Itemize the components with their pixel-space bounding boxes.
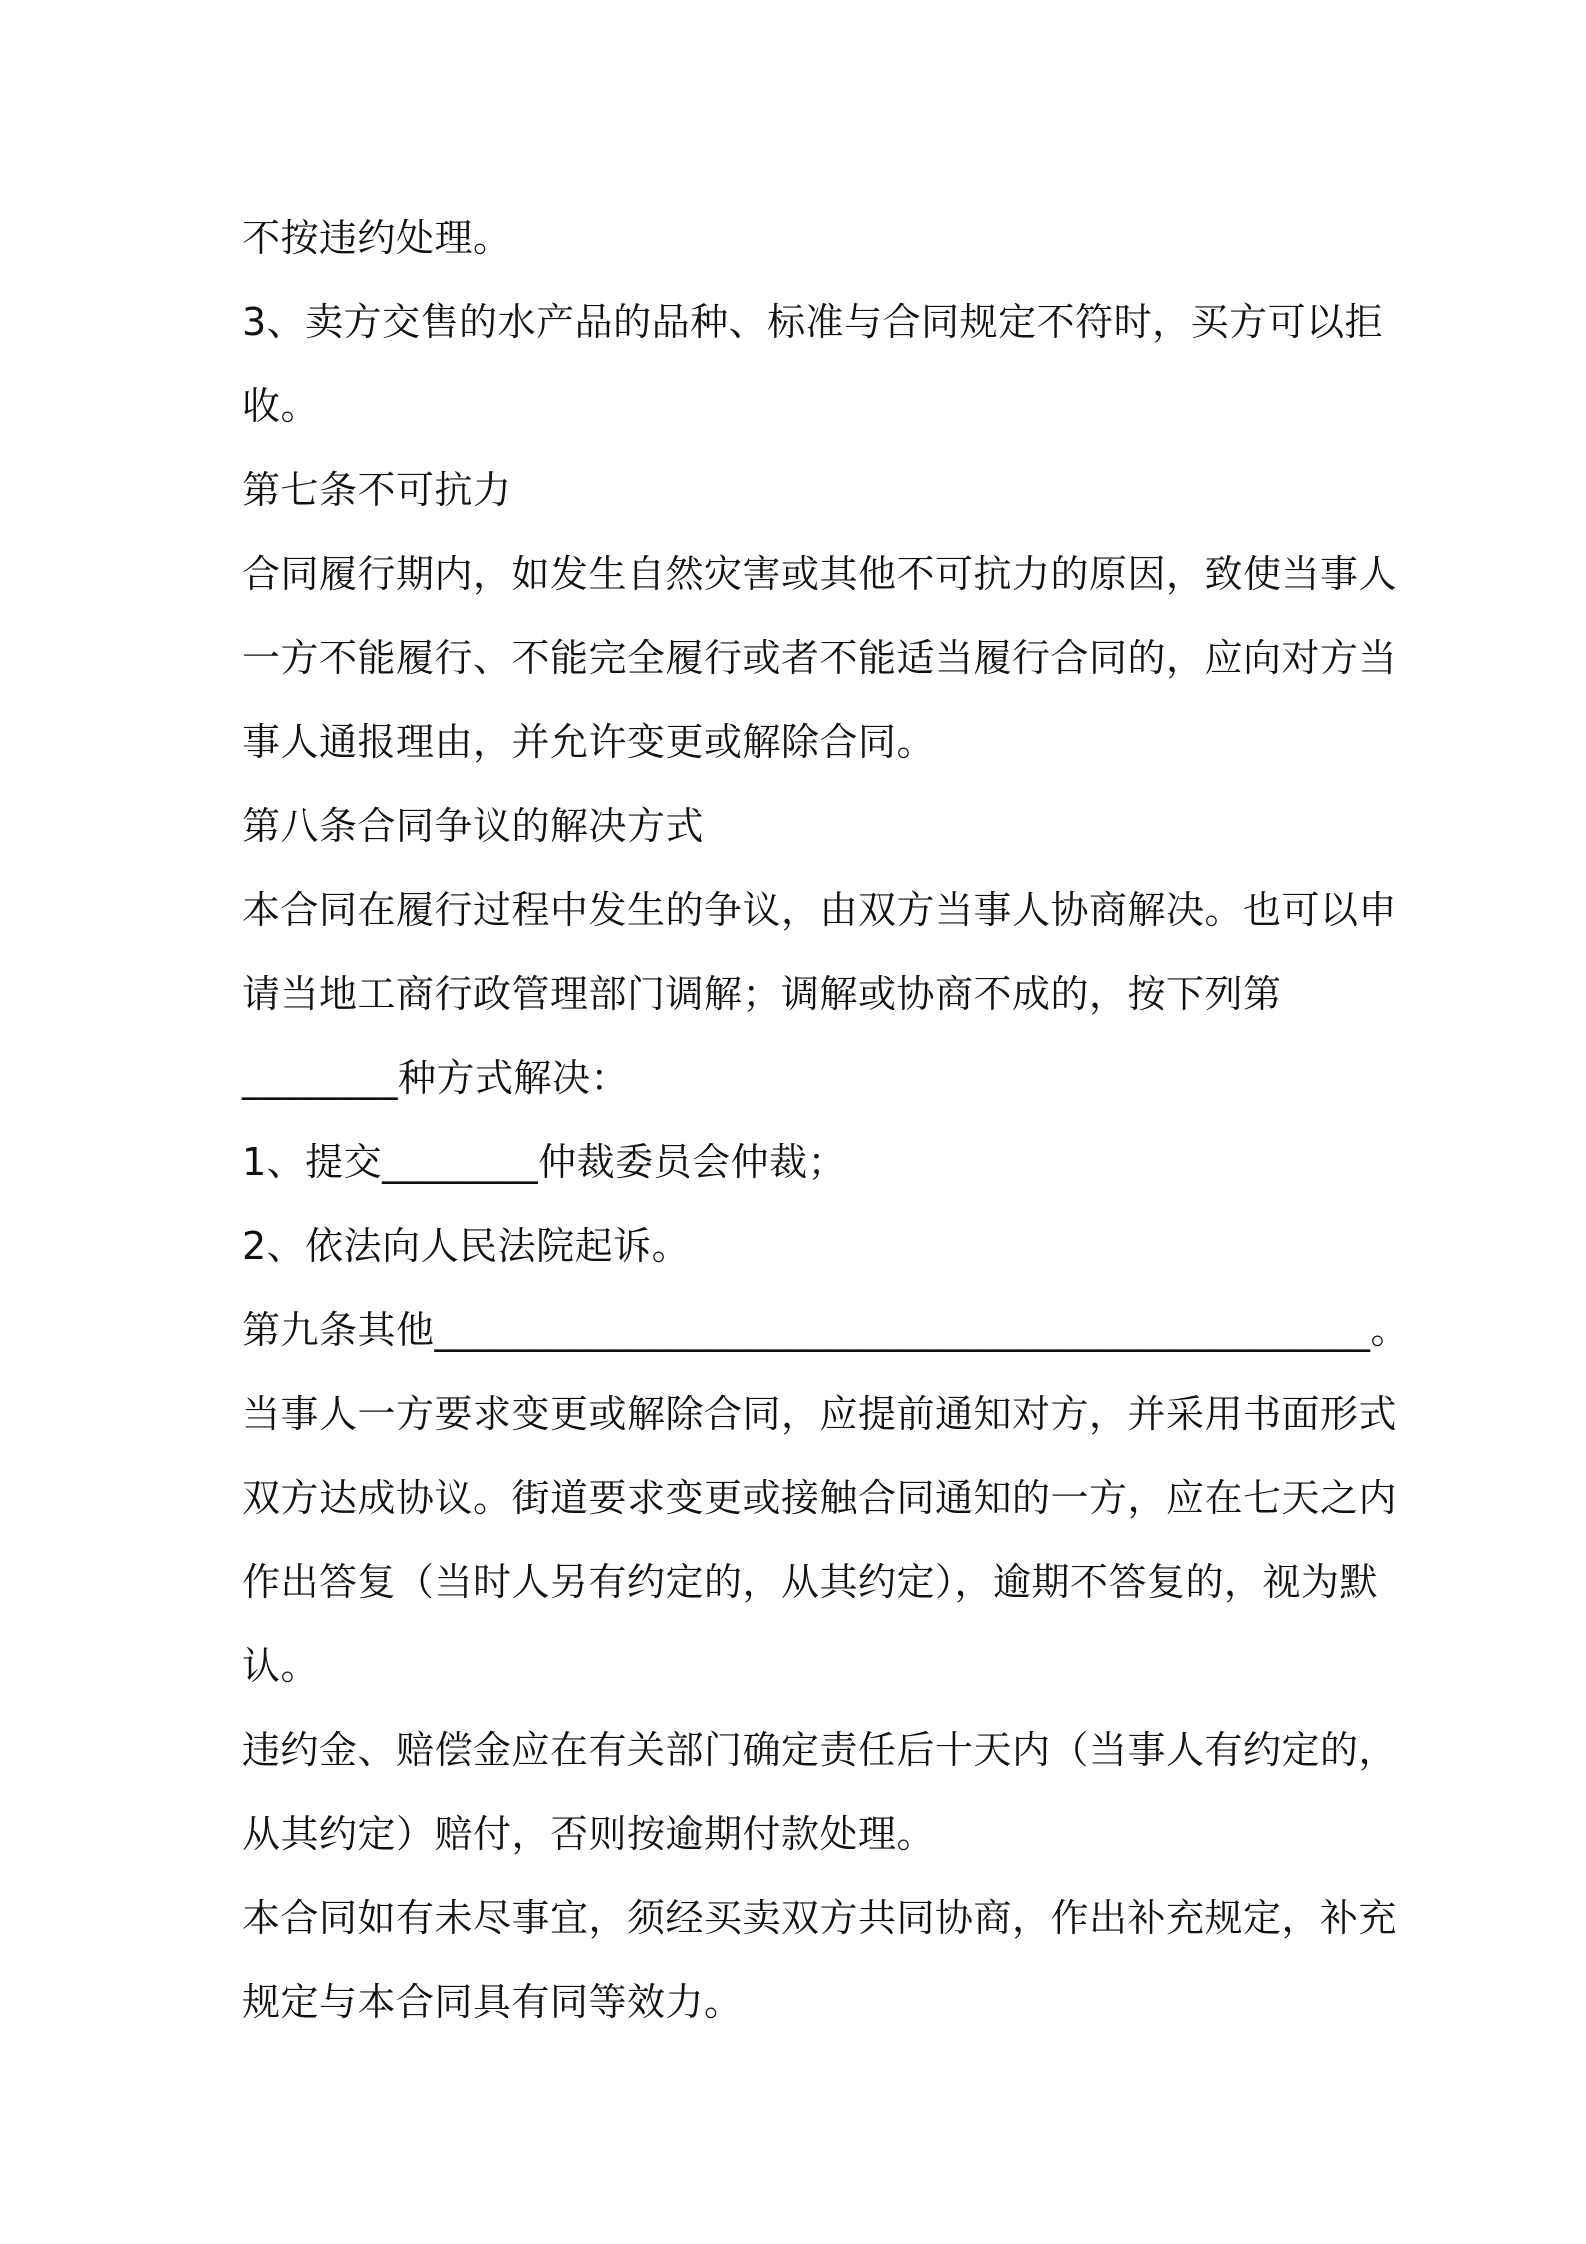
text-line: 本合同如有未尽事宜，须经买卖双方共同协商，作出补充规定，补充 <box>242 1896 1398 1940</box>
document-body <box>242 196 1410 2044</box>
list-item: 2、依法向人民法院起诉。 <box>242 1224 691 1268</box>
text-line: 不按违约处理。 <box>242 216 512 260</box>
text-line: ________种方式解决： <box>242 1056 630 1100</box>
text-line: 请当地工商行政管理部门调解；调解或协商不成的，按下列第 <box>242 972 1282 1016</box>
text-line: 当事人一方要求变更或解除合同，应提前通知对方，并采用书面形式 <box>242 1392 1398 1436</box>
text-line: 双方达成协议。街道要求变更或接触合同通知的一方，应在七天之内 <box>242 1476 1398 1520</box>
text-line: 违约金、赔偿金应在有关部门确定责任后十天内（当事人有约定的， <box>242 1728 1398 1772</box>
section-heading: 第九条其他________________________________________________。 <box>242 1308 1410 1352</box>
text-line: 作出答复（当时人另有约定的，从其约定），逾期不答复的，视为默 <box>242 1560 1379 1604</box>
text-line: 本合同在履行过程中发生的争议，由双方当事人协商解决。也可以申 <box>242 888 1398 932</box>
section-heading: 第八条合同争议的解决方式 <box>242 804 705 848</box>
text-line: 规定与本合同具有同等效力。 <box>242 1980 743 2024</box>
section-heading: 第七条不可抗力 <box>242 468 512 512</box>
text-line: 一方不能履行、不能完全履行或者不能适当履行合同的，应向对方当 <box>242 636 1398 680</box>
text-line: 从其约定）赔付，否则按逾期付款处理。 <box>242 1812 936 1856</box>
text-line: 3、卖方交售的水产品的品种、标准与合同规定不符时，买方可以拒 <box>242 300 1384 344</box>
text-line: 事人通报理由，并允许变更或解除合同。 <box>242 720 936 764</box>
list-item: 1、提交________仲裁委员会仲裁； <box>242 1140 847 1184</box>
text-line: 合同履行期内，如发生自然灾害或其他不可抗力的原因，致使当事人 <box>242 552 1398 596</box>
text-line: 认。 <box>242 1644 320 1688</box>
text-line: 收。 <box>242 384 320 428</box>
